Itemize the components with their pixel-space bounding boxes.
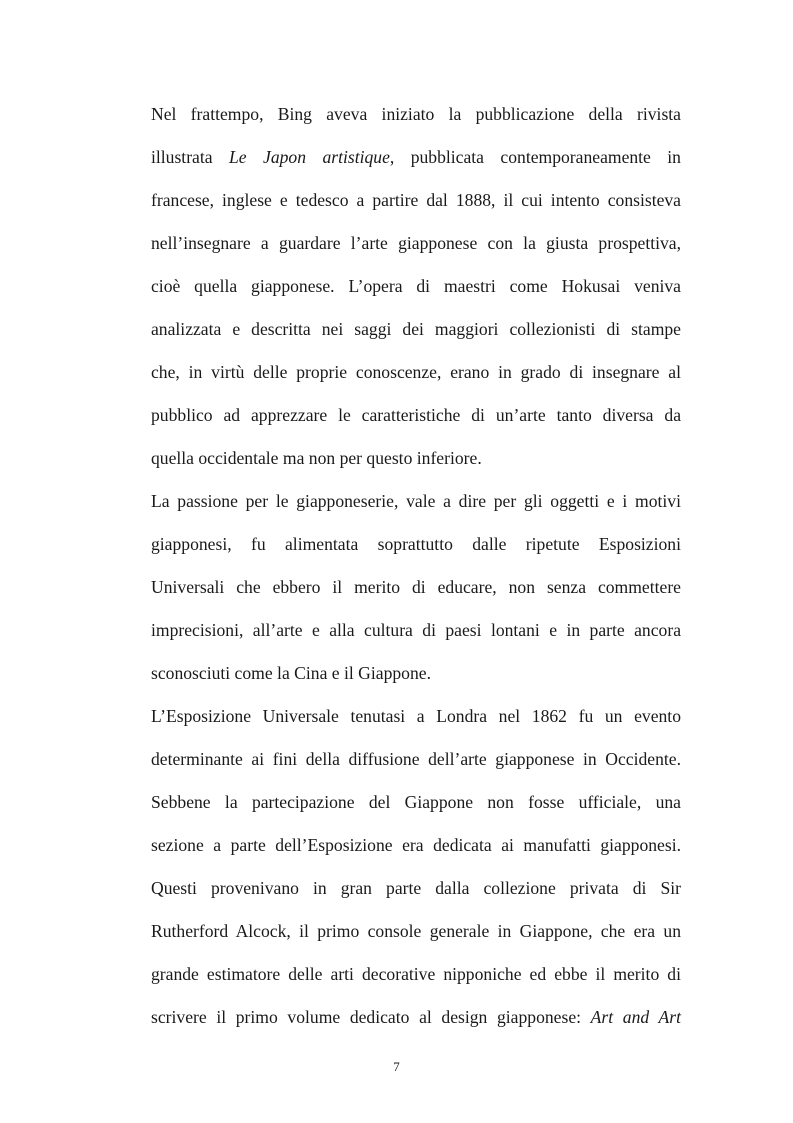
text-line: sconosciuti come la Cina e il Giappone. bbox=[151, 663, 431, 683]
text-line: La passione per le giapponeserie, vale a dire per gli oggetti e i motivi bbox=[151, 491, 681, 511]
text-fragment: scrivere il primo volume dedicato al design giapponese: bbox=[151, 1007, 591, 1027]
text-line: nell’insegnare a guardare l’arte giapponese con la giusta prospettiva, bbox=[151, 233, 681, 253]
text-line: pubblico ad apprezzare le caratteristiche di un’arte tanto diversa da bbox=[151, 405, 681, 425]
page-number: 7 bbox=[393, 1059, 400, 1074]
text-line: sezione a parte dell’Esposizione era dedicata ai manufatti giapponesi. bbox=[151, 835, 681, 855]
text-line: Universali che ebbero il merito di educare, non senza commettere bbox=[151, 577, 681, 597]
text-line: determinante ai fini della diffusione dell’arte giapponese in Occidente. bbox=[151, 749, 681, 769]
text-line: Nel frattempo, Bing aveva iniziato la pubblicazione della rivista bbox=[151, 104, 681, 124]
text-line: Rutherford Alcock, il primo console generale in Giappone, che era un bbox=[151, 921, 681, 941]
text-line: imprecisioni, all’arte e alla cultura di paesi lontani e in parte ancora bbox=[151, 620, 681, 640]
text-line: cioè quella giapponese. L’opera di maestri come Hokusai veniva bbox=[151, 276, 681, 296]
text-line: quella occidentale ma non per questo inferiore. bbox=[151, 448, 482, 468]
body-text bbox=[151, 93, 681, 1039]
text-line: L’Esposizione Universale tenutasi a Londra nel 1862 fu un evento bbox=[151, 706, 681, 726]
text-line: francese, inglese e tedesco a partire dal 1888, il cui intento consisteva bbox=[151, 190, 681, 210]
text-line: Questi provenivano in gran parte dalla collezione privata di Sir bbox=[151, 878, 681, 898]
text-fragment: illustrata bbox=[151, 147, 229, 167]
text-fragment: , pubblicata contemporaneamente in bbox=[389, 147, 681, 167]
text-line bbox=[151, 996, 681, 1039]
text-line bbox=[151, 136, 681, 179]
italic-title: Art and Art bbox=[590, 1007, 681, 1027]
text-line: che, in virtù delle proprie conoscenze, erano in grado di insegnare al bbox=[151, 362, 681, 382]
text-line: Sebbene la partecipazione del Giappone non fosse ufficiale, una bbox=[151, 792, 681, 812]
text-line: giapponesi, fu alimentata soprattutto dalle ripetute Esposizioni bbox=[151, 534, 681, 554]
text-line: analizzata e descritta nei saggi dei maggiori collezionisti di stampe bbox=[151, 319, 681, 339]
italic-title: Le Japon artistique bbox=[229, 147, 390, 167]
text-line: grande estimatore delle arti decorative nipponiche ed ebbe il merito di bbox=[151, 964, 681, 984]
